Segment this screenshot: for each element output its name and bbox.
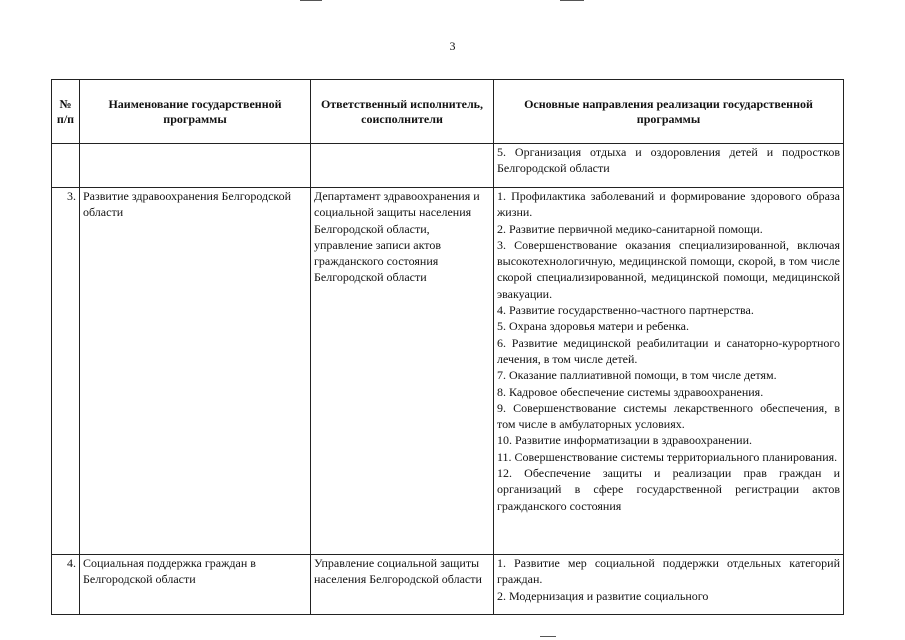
- direction-item: 7. Оказание паллиативной помощи, в том числе детям.: [497, 368, 777, 383]
- direction-item: 12. Обеспечение защиты и реализации прав граждан и организаций в сфере государственной регистрации актов гражданского состояния: [497, 466, 840, 513]
- cont-directions-cell: [494, 144, 844, 188]
- scan-artifact-top-left: [300, 0, 322, 1]
- programs-table: [51, 79, 844, 615]
- cont-responsible-cell: [311, 144, 494, 188]
- direction-item: 2. Модернизация и развитие социального: [497, 588, 709, 603]
- direction-item: 10. Развитие информатизации в здравоохранении.: [497, 433, 753, 448]
- direction-item: 1. Профилактика заболеваний и формирование здорового образа жизни.: [497, 189, 840, 220]
- direction-item: 4. Развитие государственно-частного партнерства.: [497, 303, 754, 318]
- scan-artifact-bottom: [540, 636, 556, 637]
- direction-item: 3. Совершенствование оказания специализированной, включая высокотехнологичную, медицинской помощи, скорой, в том числе скорой специализированной, медицинской помощи, медицинской эвакуации.: [497, 237, 840, 301]
- table-row-continuation: [52, 144, 844, 188]
- cont-num-cell: [52, 144, 80, 188]
- cont-program-cell: [80, 144, 311, 188]
- table-row: [52, 188, 844, 555]
- row-program: Развитие здравоохранения Белгородской области: [80, 188, 311, 555]
- row-responsible: Департамент здравоохранения и социальной защиты населения Белгородской области, управление записи актов гражданского состояния Белгородской области: [311, 188, 494, 555]
- header-num: № п/п: [52, 80, 80, 144]
- direction-item: 11. Совершенствование системы территориального планирования.: [497, 449, 838, 464]
- row-num: 4.: [52, 555, 80, 615]
- direction-item: 9. Совершенствование системы лекарственного обеспечения, в том числе в амбулаторных условиях.: [497, 400, 840, 432]
- header-program: Наименование государственной программы: [80, 80, 311, 144]
- direction-item: 1. Развитие мер социальной поддержки отдельных категорий граждан.: [497, 556, 840, 587]
- direction-item: 5. Организация отдыха и оздоровления детей и подростков Белгородской области: [497, 145, 840, 176]
- row-num: 3.: [52, 188, 80, 555]
- row-program: Социальная поддержка граждан в Белгородской области: [80, 555, 311, 615]
- row-directions: [494, 188, 844, 555]
- scan-artifact-top-right: [560, 0, 584, 1]
- direction-item: 2. Развитие первичной медико-санитарной помощи.: [497, 221, 763, 236]
- header-responsible: Ответственный исполнитель, соисполнители: [311, 80, 494, 144]
- table-header-row: [52, 80, 844, 144]
- table-row: [52, 555, 844, 615]
- direction-item: 8. Кадровое обеспечение системы здравоохранения.: [497, 384, 764, 399]
- row-directions: [494, 555, 844, 615]
- direction-item: 5. Охрана здоровья матери и ребенка.: [497, 319, 689, 334]
- direction-item: 6. Развитие медицинской реабилитации и санаторно-курортного лечения, в том числе детей.: [497, 335, 840, 366]
- header-directions: Основные направления реализации государственной программы: [494, 80, 844, 144]
- row-responsible: Управление социальной защиты населения Белгородской области: [311, 555, 494, 615]
- page-number: 3: [449, 39, 456, 53]
